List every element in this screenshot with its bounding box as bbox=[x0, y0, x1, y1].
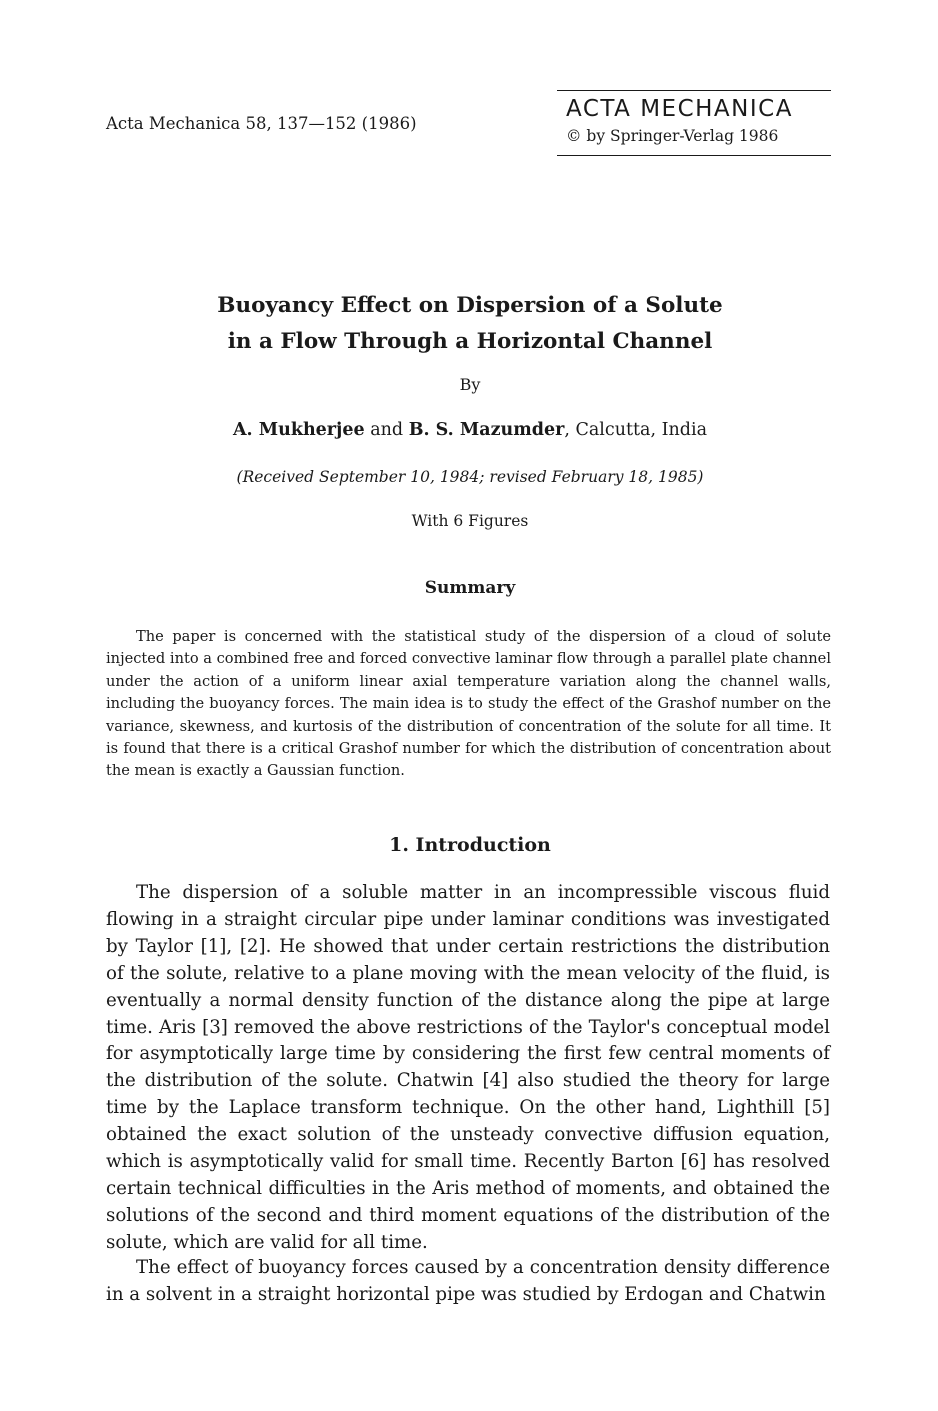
figures-note: With 6 Figures bbox=[411, 512, 529, 530]
author-conjunction: and bbox=[364, 420, 409, 440]
introduction-heading: 1. Introduction bbox=[389, 834, 551, 856]
header-rule-top bbox=[557, 90, 831, 91]
summary-text: The paper is concerned with the statistical study of the dispersion of a cloud of solute injected into a combined free and forced convective laminar flow through a parallel plate channel under the action of a uniform linear axial temperature variation along the channel walls, including the buoyancy forces. The main idea is to study the effect of the Grashof number on the variance, skewness, and kurtosis of the distribution of concentration of the solute for all time. It is found that there is a critical Grashof number for which the distribution of concentration about the mean is exactly a Gaussian function. bbox=[106, 628, 831, 780]
header-rule-bottom bbox=[557, 155, 831, 156]
received-dates: (Received September 10, 1984; revised February 18, 1985) bbox=[236, 468, 704, 486]
author-2: B. S. Mazumder bbox=[408, 420, 565, 440]
by-line: By bbox=[459, 375, 481, 394]
introduction-paragraph-2: The effect of buoyancy forces caused by a concentration density difference in a solvent in a straight horizontal pipe was studied by Erdogan and Chatwin bbox=[106, 1257, 830, 1305]
journal-citation: Acta Mechanica 58, 137—152 (1986) bbox=[106, 114, 417, 133]
introduction-paragraph-1: The dispersion of a soluble matter in an incompressible viscous fluid flowing in a straight circular pipe under laminar conditions was investigated by Taylor [1], [2]. He showed that under certain restrictions the distribution of the solute, relative to a plane moving with the mean velocity of the fluid, is eventually a normal density function of the distance along the pipe at large time. Aris [3] removed the above restrictions of the Taylor's conceptual model for asymptotically large time by considering the first few central moments of the distribution of the solute. Chatwin [4] also studied the theory for large time by the Laplace transform technique. On the other hand, Lighthill [5] obtained the exact solution of the unsteady convective diffusion equation, which is asymptotically valid for small time. Recently Barton [6] has resolved certain technical difficulties in the Aris method of moments, and obtained the solutions of the second and third moment equations of the distribution of the solute, which are valid for all time. bbox=[106, 882, 830, 1253]
authors-line bbox=[120, 420, 820, 440]
title-line-2: in a Flow Through a Horizontal Channel bbox=[227, 329, 713, 354]
title-line-1: Buoyancy Effect on Dispersion of a Solute bbox=[217, 293, 723, 318]
journal-name: ACTA MECHANICA bbox=[566, 96, 793, 122]
paper-title bbox=[120, 288, 820, 360]
copyright-line: © by Springer-Verlag 1986 bbox=[566, 127, 779, 145]
summary-heading: Summary bbox=[424, 578, 516, 598]
affiliation: , Calcutta, India bbox=[564, 420, 708, 440]
author-1: A. Mukherjee bbox=[232, 420, 365, 440]
